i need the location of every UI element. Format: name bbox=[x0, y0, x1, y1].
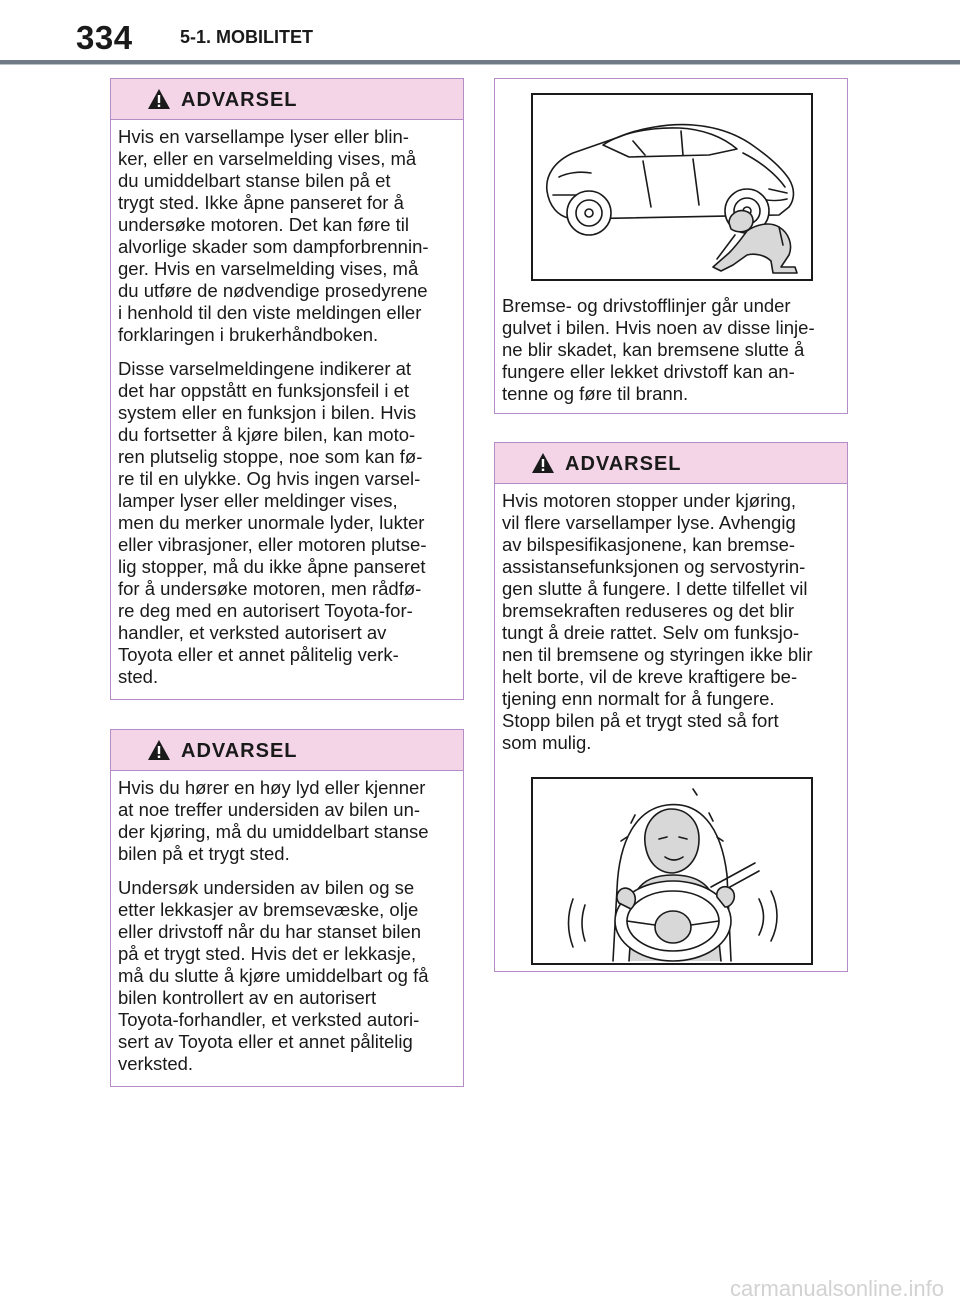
warning-label: ADVARSEL bbox=[565, 453, 682, 475]
warning-triangle-icon bbox=[531, 452, 555, 474]
warning-header bbox=[495, 443, 847, 484]
driver-illustration-svg bbox=[533, 779, 811, 963]
warning-box-2 bbox=[110, 729, 464, 1087]
warning-label: ADVARSEL bbox=[181, 740, 298, 762]
warning-header bbox=[111, 730, 463, 771]
warning-triangle-icon bbox=[147, 739, 171, 761]
warning-paragraph: Hvis du hører en høy lyd eller kjenner at noe treffer undersiden av bilen un- der kjøring, må du umiddelbart stanse bilen på et trygt sted. bbox=[118, 777, 429, 864]
page-number: 334 bbox=[76, 19, 133, 56]
warning-label: ADVARSEL bbox=[181, 89, 298, 111]
header-rule-thin bbox=[0, 64, 960, 65]
page-header bbox=[0, 0, 960, 64]
warning-paragraph: Disse varselmeldingene indikerer at det har oppstått en funksjonsfeil i et system eller en funksjon i bilen. Hvis du fortsetter å kjøre bilen, kan moto- ren plutselig stoppe, noe som kan fø- re til en ulykke. Og hvis ingen varsel- lamper lyser eller meldinger vises, men du merker unormale lyder, lukter eller vibrasjoner, eller motoren plutse- lig stopper, må du ikke åpne panseret for å undersøke motoren, men rådfø- re deg med en autorisert Toyota-for- handler, et verksted autorisert av Toyota eller et annet pålitelig verk- sted. bbox=[118, 358, 427, 687]
warning-paragraph: Undersøk undersiden av bilen og se etter lekkasjer av bremsevæske, olje eller drivstoff når du har stanset bilen på et trygt sted. Hvis det er lekkasje, må du slutte å kjøre umiddelbart og få bilen kontrollert av en autorisert Toyota-forhandler, et verksted autori- sert av Toyota eller et annet pålitelig verksted. bbox=[118, 877, 429, 1074]
warning-header bbox=[111, 79, 463, 120]
car-illustration-svg bbox=[533, 95, 811, 279]
warning-box-1 bbox=[110, 78, 464, 700]
warning-body bbox=[111, 771, 463, 1085]
warning-triangle-icon bbox=[147, 88, 171, 110]
watermark: carmanualsonline.info bbox=[729, 1276, 944, 1301]
warning-box-3 bbox=[494, 442, 848, 972]
section-title: 5-1. MOBILITET bbox=[180, 27, 314, 47]
warning-body bbox=[111, 120, 463, 698]
illustration-box-1 bbox=[494, 78, 848, 414]
warning-body bbox=[495, 484, 847, 764]
driver-struggling-steering-illustration bbox=[531, 777, 813, 965]
warning-paragraph: Hvis motoren stopper under kjøring, vil flere varsellamper lyse. Avhengig av bilspesifikasjonene, kan bremse- assistansefunksjonen og servostyrin- gen slutte å fungere. I dette tilfellet vil bremsekraften reduseres og det blir tungt å dreie rattet. Selv om funksjo- nen til bremsene og styringen ikke blir helt borte, vil de kreve kraftigere be- tjening enn normalt for å fungere. Stopp bilen på et trygt sted så fort som mulig. bbox=[502, 490, 813, 753]
warning-paragraph: Hvis en varsellampe lyser eller blin- ker, eller en varselmelding vises, må du umiddelbart stanse bilen på et trygt sted. Ikke åpne panseret for å undersøke motoren. Det kan føre til alvorlige skader som dampforbrennin- ger. Hvis en varselmelding vises, må du utføre de nødvendige prosedyrene i henhold til den viste meldingen eller forklaringen i brukerhåndboken. bbox=[118, 126, 429, 345]
illustration-caption: Bremse- og drivstofflinjer går under gulvet i bilen. Hvis noen av disse linje- ne blir skadet, kan bremsene slutte å fungere eller lekket drivstoff kan an- tenne og føre til brann. bbox=[502, 295, 815, 404]
car-underside-inspection-illustration bbox=[531, 93, 813, 281]
